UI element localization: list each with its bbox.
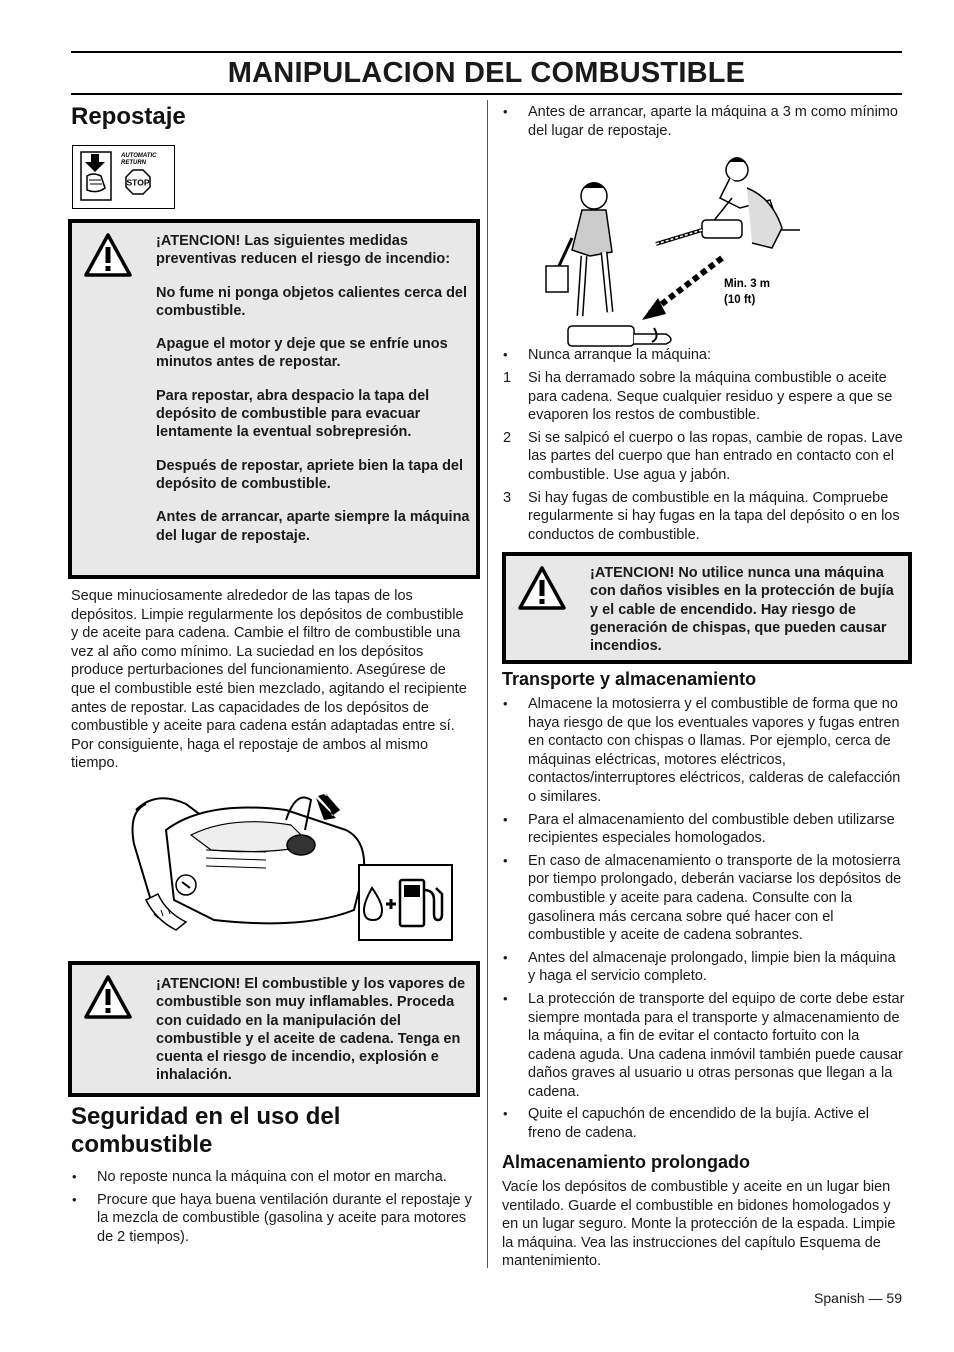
warning-box-refuel [68,219,480,579]
list-item: • Procure que haya buena ventilación durante el repostaje y la mezcla de combustible (gasolina y aceite para motores de 2 tiempos). [71,1191,476,1247]
header-rule-top [71,51,902,53]
left-column [71,100,480,1245]
top-bullet-list [502,103,902,140]
nunca-numbered-list [502,369,904,548]
list-item: 2 Si se salpicó el cuerpo o las ropas, cambie de ropas. Lave las partes del cuerpo que han entrado en contacto con el combustible. Use agua y jabón. [503,429,903,483]
almacenamiento-paragraph: Vacíe los depósitos de combustible y aceite en un lugar bien ventilado. Guarde el combustible en bidones homologados y en un lugar seguro. Monte la protección de la espada. Limpie la máquina. Vea las instrucciones del capítulo Esquema de mantenimiento. [502,1179,896,1270]
warning-line: No fume ni ponga objetos calientes cerca del combustible. [156,284,468,319]
list-item: • Antes de arrancar, aparte la máquina a 3 m como mínimo del lugar de repostaje. [502,103,902,140]
list-item: • Almacene la motosierra y el combustible de forma que no haya riesgo de que los eventuales vapores y fugas entren en contacto con chispas o llamas. Por ejemplo, cerca de máquinas eléctricas, motores eléctricos, contactos/interruptores eléctricos, calderas de calefacción o similares. [502,695,906,807]
warning-box-flammable [68,961,480,1097]
seguridad-heading: Seguridad en el uso del combustible [71,1103,341,1158]
right-column [502,103,905,1270]
list-item: 1 Si ha derramado sobre la máquina combustible o aceite para cadena. Seque cualquier residuo y espere a que se evaporen los restos de combustible. [503,370,893,424]
refuel-paragraph: Seque minuciosamente alrededor de las tapas de los depósitos. Limpie regularmente los depósitos de combustible y de aceite para cadena. Cambie el filtro de combustible una vez al año como mínimo. La suciedad en los depósitos produce perturbaciones del funcionamiento. Asegúrese de que el combustible esté bien mezclado, agitando el recipiente antes de repostar. Las capacidades de los depósitos de combustible y aceite para cadena están adaptadas entre sí. Por consiguiente, haga el repostaje de ambos al mismo tiempo. [71,588,467,772]
fuel-oil-symbol [358,864,453,941]
page-footer: Spanish — 59 [814,1290,902,1306]
almacenamiento-heading: Almacenamiento prolongado [502,1152,751,1172]
warning-line: Después de repostar, apriete bien la tapa del depósito de combustible. [156,457,464,492]
warning-line: ¡ATENCION! Las siguientes medidas preventivas reducen el riesgo de incendio: [156,233,451,268]
repostaje-heading: Repostaje [71,103,186,130]
fuel-pump-icon [360,866,451,939]
list-item: • No reposte nunca la máquina con el motor en marcha. [71,1168,476,1187]
column-divider [487,100,488,1268]
distance-label-metric: Min. 3 m [724,278,771,290]
nunca-bullet-list [502,346,902,369]
list-item: • Antes del almacenaje prolongado, limpie bien la máquina y haga el servicio completo. [502,949,906,986]
list-item: 3 Si hay fugas de combustible en la máquina. Compruebe regularmente si hay fugas en la tapa del depósito o en los conductos de combustible. [503,489,900,543]
header-rule-bottom [71,93,902,95]
list-item: • Para el almacenamiento del combustible deben utilizarse recipientes especiales homologados. [502,811,906,848]
transporte-bullets [502,695,906,1147]
stop-switch-icon [73,146,173,207]
warning-line: Antes de arrancar, aparte siempre la máquina del lugar de repostaje. [156,509,470,544]
list-item: • La protección de transporte del equipo de corte debe estar siempre montada para el transporte y almacenamiento de la máquina, a fin de evitar el contacto fortuito con la cadena aguda. Una cadena inmóvil también puede causar daños graves al usuario u otras personas que llegan a la cadena. [502,990,906,1102]
transporte-heading: Transporte y almacenamiento [502,669,757,689]
distance-label-imperial: (10 ft) [724,294,756,306]
warning-triangle-icon [84,975,132,1020]
seguridad-bullets [71,1168,476,1250]
page-title: MANIPULACION DEL COMBUSTIBLE [227,57,746,89]
list-item: • Nunca arranque la máquina: [502,346,902,365]
refuel-distance-illustration [532,148,812,348]
warning-triangle-icon [84,233,132,278]
symbol-text-return: RETURN [121,160,146,166]
warning-triangle-icon [518,566,566,611]
warning-text-spark: ¡ATENCION! No utilice nunca una máquina con daños visibles en la protección de bujía y el cable de encendido. Hay riesgo de generación de chispas, que pueden causar incendios. [590,565,894,655]
automatic-return-stop-symbol [72,145,175,209]
symbol-text-automatic: AUTOMATIC [121,153,157,159]
list-item: • Quite el capuchón de encendido de la bujía. Active el freno de cadena. [502,1105,906,1142]
list-item: • En caso de almacenamiento o transporte de la motosierra por tiempo prolongado, deberán vaciarse los depósitos de combustible y aceite para cadena. Consulte con la gasolinera más cercana sobre qué hacer con el combustible y aceite de cadena sobrantes. [502,852,906,945]
symbol-text-stop: STOP [126,177,150,188]
warning-line: Para repostar, abra despacio la tapa del depósito de combustible para evacuar lentamente la eventual sobrepresión. [156,387,430,441]
warning-line: Apague el motor y deje que se enfríe unos minutos antes de repostar. [156,336,448,371]
warning-box-spark [502,552,912,664]
warning-text-flammable: ¡ATENCION! El combustible y los vapores de combustible son muy inflamables. Proceda con cuidado en la manipulación del combustible y el aceite de cadena. Tenga en cuenta el riesgo de incendio, explosión e inhalación. [156,976,466,1084]
warning-text-refuel [156,232,472,545]
